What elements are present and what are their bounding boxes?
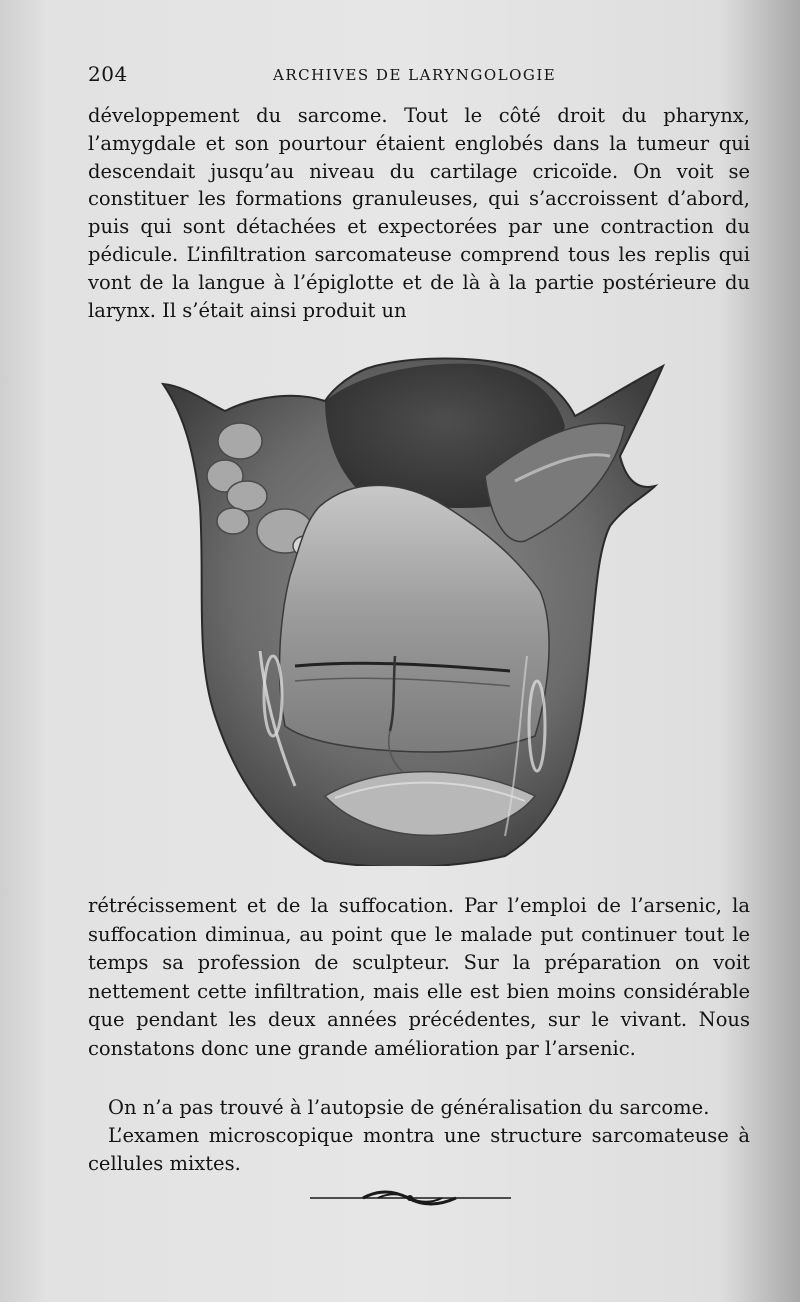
paragraph-microscopy: L’examen microscopique montra une structure sarcomateuse à cellules mixtes. bbox=[88, 1124, 750, 1175]
page-header bbox=[88, 62, 738, 88]
running-head: ARCHIVES DE LARYNGOLOGIE bbox=[273, 66, 557, 84]
paragraph-autopsy: On n’a pas trouvé à l’autopsie de généralisation du sarcome. bbox=[108, 1096, 710, 1119]
ornament-divider bbox=[308, 1186, 513, 1210]
paragraph-top: développement du sarcome. Tout le côté droit du pharynx, l’amygdale et son pourtour étaient englobés dans la tumeur qui descendait jusqu’au niveau du cartilage cricoïde. On voit se constituer les formations granuleuses, qui s’accroissent d’abord, puis qui sont détachées et expectorées par une contraction du pédicule. L’infiltration sarcomateuse comprend tous les replis qui vont de la langue à l’épiglotte et de là à la partie postérieure du larynx. Il s’était ainsi produit un bbox=[88, 104, 750, 322]
page-number: 204 bbox=[88, 62, 128, 86]
paragraph-bottom: rétrécissement et de la suffocation. Par l’emploi de l’arsenic, la suffocation diminua, au point que le malade put continuer tout le temps sa profession de sculpteur. Sur la préparation on voit nettement cette infiltration, mais elle est bien moins considérable que pendant les deux années précédentes, sur le vivant. Nous constatons donc une grande amélioration par l’arsenic. bbox=[88, 894, 750, 1060]
larynx-illustration bbox=[155, 356, 667, 866]
